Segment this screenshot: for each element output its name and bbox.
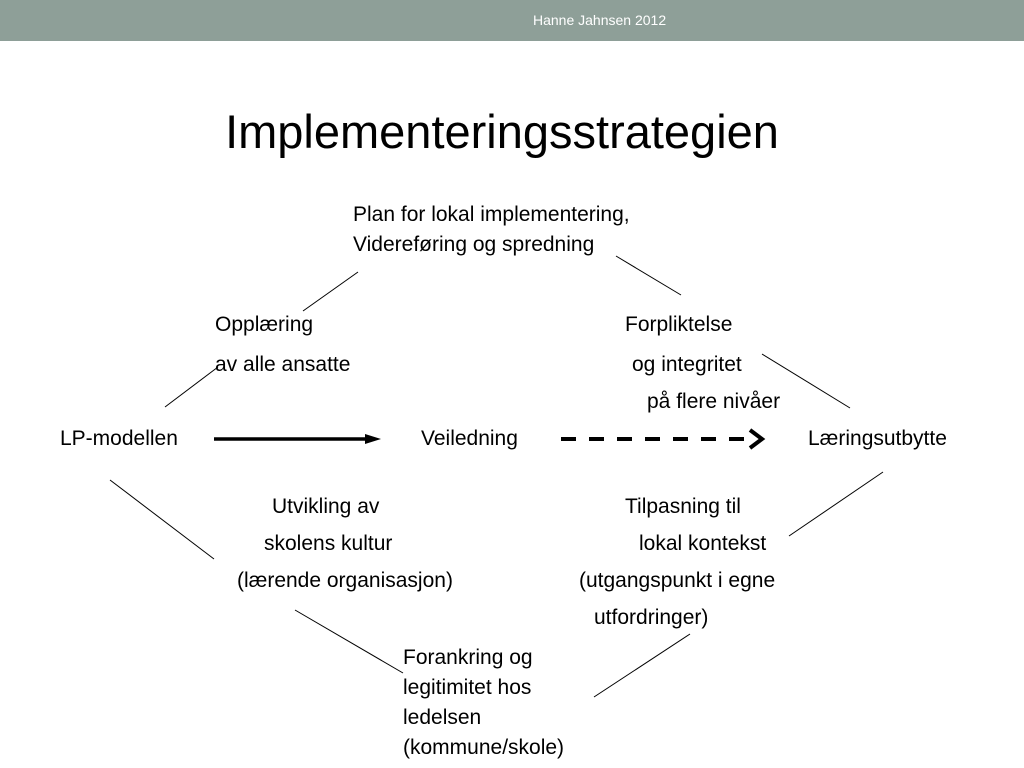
connector-top-left <box>303 272 358 311</box>
node-plan-line2: Videreføring og spredning <box>353 233 595 256</box>
node-utvikling-line3: (lærende organisasjon) <box>237 569 453 592</box>
node-forankring-line2: legitimitet hos <box>403 676 532 699</box>
author-credit: Hanne Jahnsen 2012 <box>533 12 667 28</box>
arrow-dashed <box>561 430 762 448</box>
connector-lower-right <box>789 472 883 536</box>
connector-upper-left <box>165 367 218 407</box>
node-forankring-line1: Forankring og <box>403 646 533 669</box>
node-utvikling-line2: skolens kultur <box>264 532 393 555</box>
connector-bottom-right <box>594 634 690 697</box>
node-opplaering-line2: av alle ansatte <box>215 353 351 376</box>
node-utvikling-line1: Utvikling av <box>272 495 380 518</box>
node-lp-modellen: LP-modellen <box>60 427 178 450</box>
node-veiledning: Veiledning <box>421 427 518 450</box>
node-opplaering-line1: Opplæring <box>215 313 314 336</box>
node-tilpasning-line3: (utgangspunkt i egne <box>579 569 776 592</box>
slide-title: Implementeringsstrategien <box>225 105 779 158</box>
node-laeringsutbytte: Læringsutbytte <box>808 427 947 450</box>
node-forpliktelse-line3: på flere nivåer <box>647 390 781 413</box>
node-plan-line1: Plan for lokal implementering, <box>353 203 630 226</box>
node-tilpasning-line4: utfordringer) <box>594 606 709 629</box>
node-forpliktelse-line1: Forpliktelse <box>625 313 733 336</box>
node-tilpasning-line2: lokal kontekst <box>639 532 767 555</box>
node-forankring-line4: (kommune/skole) <box>403 736 565 759</box>
connector-lower-left <box>110 480 214 559</box>
node-tilpasning-line1: Tilpasning til <box>625 495 741 518</box>
node-forpliktelse-line2: og integritet <box>632 353 742 376</box>
node-forankring-line3: ledelsen <box>403 706 482 729</box>
arrow-solid <box>214 434 381 444</box>
connector-top-right <box>616 256 681 295</box>
connector-bottom-left <box>295 610 403 673</box>
